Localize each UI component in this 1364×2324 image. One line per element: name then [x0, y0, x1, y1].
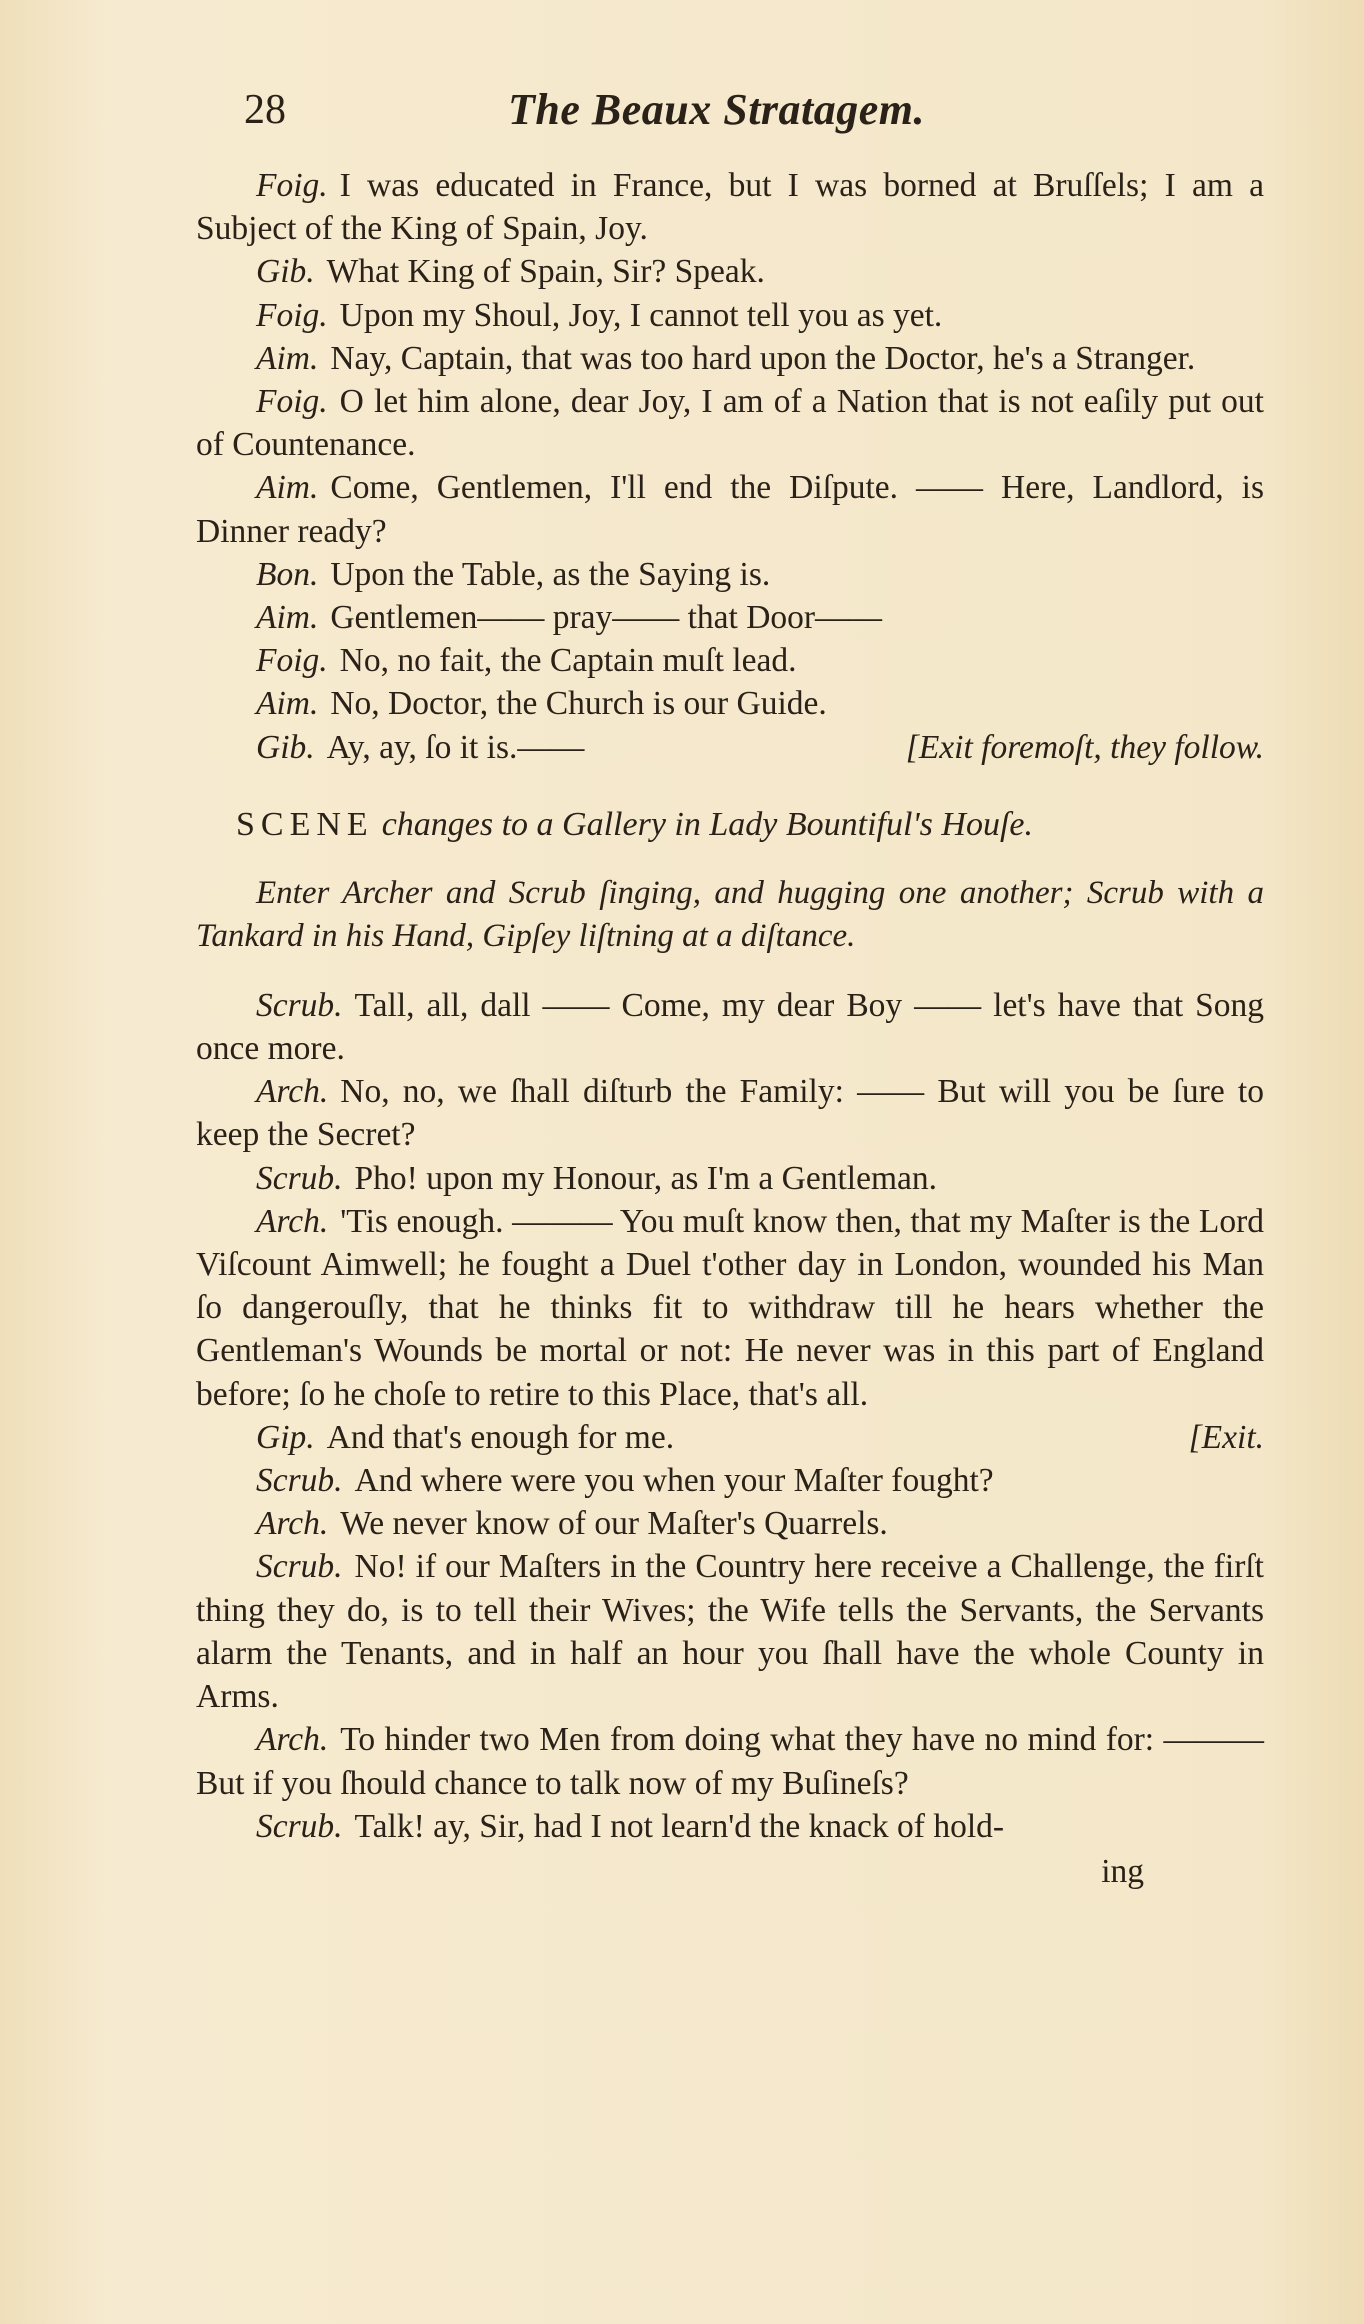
- speaker-name: Gip.: [256, 1418, 315, 1456]
- speech: [196, 380, 1264, 466]
- speaker-name: Scrub.: [256, 1159, 343, 1197]
- speech-text: Tall, all, dall —— Come, my dear Boy —— let's have that Song once more.: [196, 986, 1264, 1068]
- speech: [196, 553, 1264, 596]
- page-number: 28: [244, 87, 286, 133]
- scene-description: changes to a Gallery in Lady Bountiful's Houſe.: [381, 805, 1033, 843]
- speech: [196, 1805, 1264, 1848]
- speech-text: To hinder two Men from doing what they have no mind for: ——— But if you ſhould chance to talk now of my Buſineſs?: [196, 1721, 1264, 1802]
- speech: [196, 682, 1264, 725]
- catchword: ing: [1101, 1852, 1144, 1890]
- stage-direction-exit: [Exit foremoſt, they follow.: [905, 728, 1264, 766]
- speech-text: Come, Gentlemen, I'll end the Diſpute. —— Here, Landlord, is Dinner ready?: [196, 469, 1264, 550]
- speaker-name: Foig.: [256, 167, 328, 204]
- speech-text: Talk! ay, Sir, had I not learn'd the knack of hold-: [354, 1807, 1005, 1845]
- speaker-name: Bon.: [256, 555, 319, 593]
- speech-text: No, no, we ſhall diſturb the Family: —— But will you be ſure to keep the Secret?: [196, 1073, 1264, 1154]
- speaker-name: Arch.: [256, 1073, 329, 1111]
- speaker-name: Arch.: [256, 1202, 329, 1240]
- speaker-name: Aim.: [256, 469, 319, 507]
- speech-text: Upon the Table, as the Saying is.: [330, 555, 771, 593]
- speech: [196, 984, 1264, 1070]
- scene-heading: [236, 803, 1264, 846]
- speaker-name: Aim.: [256, 685, 319, 723]
- speech: [196, 1157, 1264, 1200]
- speaker-name: Arch.: [256, 1721, 329, 1759]
- speaker-name: Scrub.: [256, 1807, 343, 1845]
- speaker-name: Aim.: [256, 339, 319, 377]
- speech-text: I was educated in France, but I was borned at Bruſſels; I am a Subject of the King of Spain, Joy.: [196, 167, 1264, 248]
- speech-text: Gentlemen—— pray—— that Door——: [330, 599, 883, 637]
- speech: [196, 1416, 1264, 1459]
- speech-text: Ay, ay, ſo it is.——: [326, 728, 585, 766]
- speech-text: No! if our Maſters in the Country here receive a Challenge, the firſt thing they do, is to tell their Wives; the Wife tells the Servants, the Servants alarm the Tenants, and in half an hour you ſhall have the whole County in Arms.: [196, 1548, 1264, 1716]
- speech-text: 'Tis enough. ——— You muſt know then, that my Maſter is the Lord Viſcount Aimwell; he fought a Duel t'other day in London, wounded his Man ſo dangerouſly, that he thinks fit to withdraw till he hears whether the Gentleman's Wounds be mortal or not: He never was in this part of England before; ſo he choſe to retire to this Place, that's all.: [196, 1202, 1264, 1413]
- speaker-name: Foig.: [256, 296, 328, 334]
- speech-text: Nay, Captain, that was too hard upon the Doctor, he's a Stranger.: [330, 339, 1196, 377]
- speech: [196, 1200, 1264, 1416]
- speech: [196, 337, 1264, 380]
- speech: [196, 1718, 1264, 1804]
- stage-direction: Enter Archer and Scrub ſinging, and hugging one another; Scrub with a Tankard in his Hand, Gipſey liſtning at a diſtance.: [196, 874, 1264, 954]
- speech-text: Pho! upon my Honour, as I'm a Gentleman.: [354, 1159, 938, 1197]
- speaker-name: Foig.: [256, 642, 328, 680]
- speech: [196, 596, 1264, 639]
- speech-text: No, Doctor, the Church is our Guide.: [330, 685, 827, 723]
- speaker-name: Arch.: [256, 1505, 329, 1543]
- speech-text: And where were you when your Maſter fought?: [354, 1462, 994, 1500]
- speech-text: No, no fait, the Captain muſt lead.: [339, 642, 797, 680]
- scene-word: SCENE: [236, 805, 374, 843]
- speaker-name: Scrub.: [256, 1462, 343, 1500]
- speaker-name: Gib.: [256, 728, 315, 766]
- speech: [196, 639, 1264, 682]
- speech: [196, 466, 1264, 552]
- speaker-name: Scrub.: [256, 1548, 343, 1586]
- speech: [196, 1459, 1264, 1502]
- running-title: The Beaux Stratagem.: [508, 85, 926, 134]
- speech-text: What King of Spain, Sir? Speak.: [326, 253, 765, 291]
- speech-text: And that's enough for me.: [326, 1418, 675, 1456]
- speaker-name: Scrub.: [256, 986, 343, 1024]
- speech: [196, 1070, 1264, 1156]
- page-text: [196, 164, 1264, 1893]
- speech-text: O let him alone, dear Joy, I am of a Nation that is not eaſily put out of Countenance.: [196, 383, 1264, 464]
- speech: [196, 250, 1264, 293]
- stage-direction-exit: [Exit.: [1188, 1418, 1264, 1456]
- speech-text: We never know of our Maſter's Quarrels.: [340, 1505, 888, 1543]
- speech: [196, 164, 1264, 250]
- speaker-name: Gib.: [256, 253, 315, 291]
- speech-text: Upon my Shoul, Joy, I cannot tell you as yet.: [339, 296, 943, 334]
- speech: [196, 294, 1264, 337]
- speech: [196, 1502, 1264, 1545]
- page-header: [196, 78, 1264, 164]
- speaker-name: Aim.: [256, 599, 319, 637]
- speaker-name: Foig.: [256, 383, 328, 421]
- speech: [196, 726, 1264, 769]
- speech: [196, 1545, 1264, 1718]
